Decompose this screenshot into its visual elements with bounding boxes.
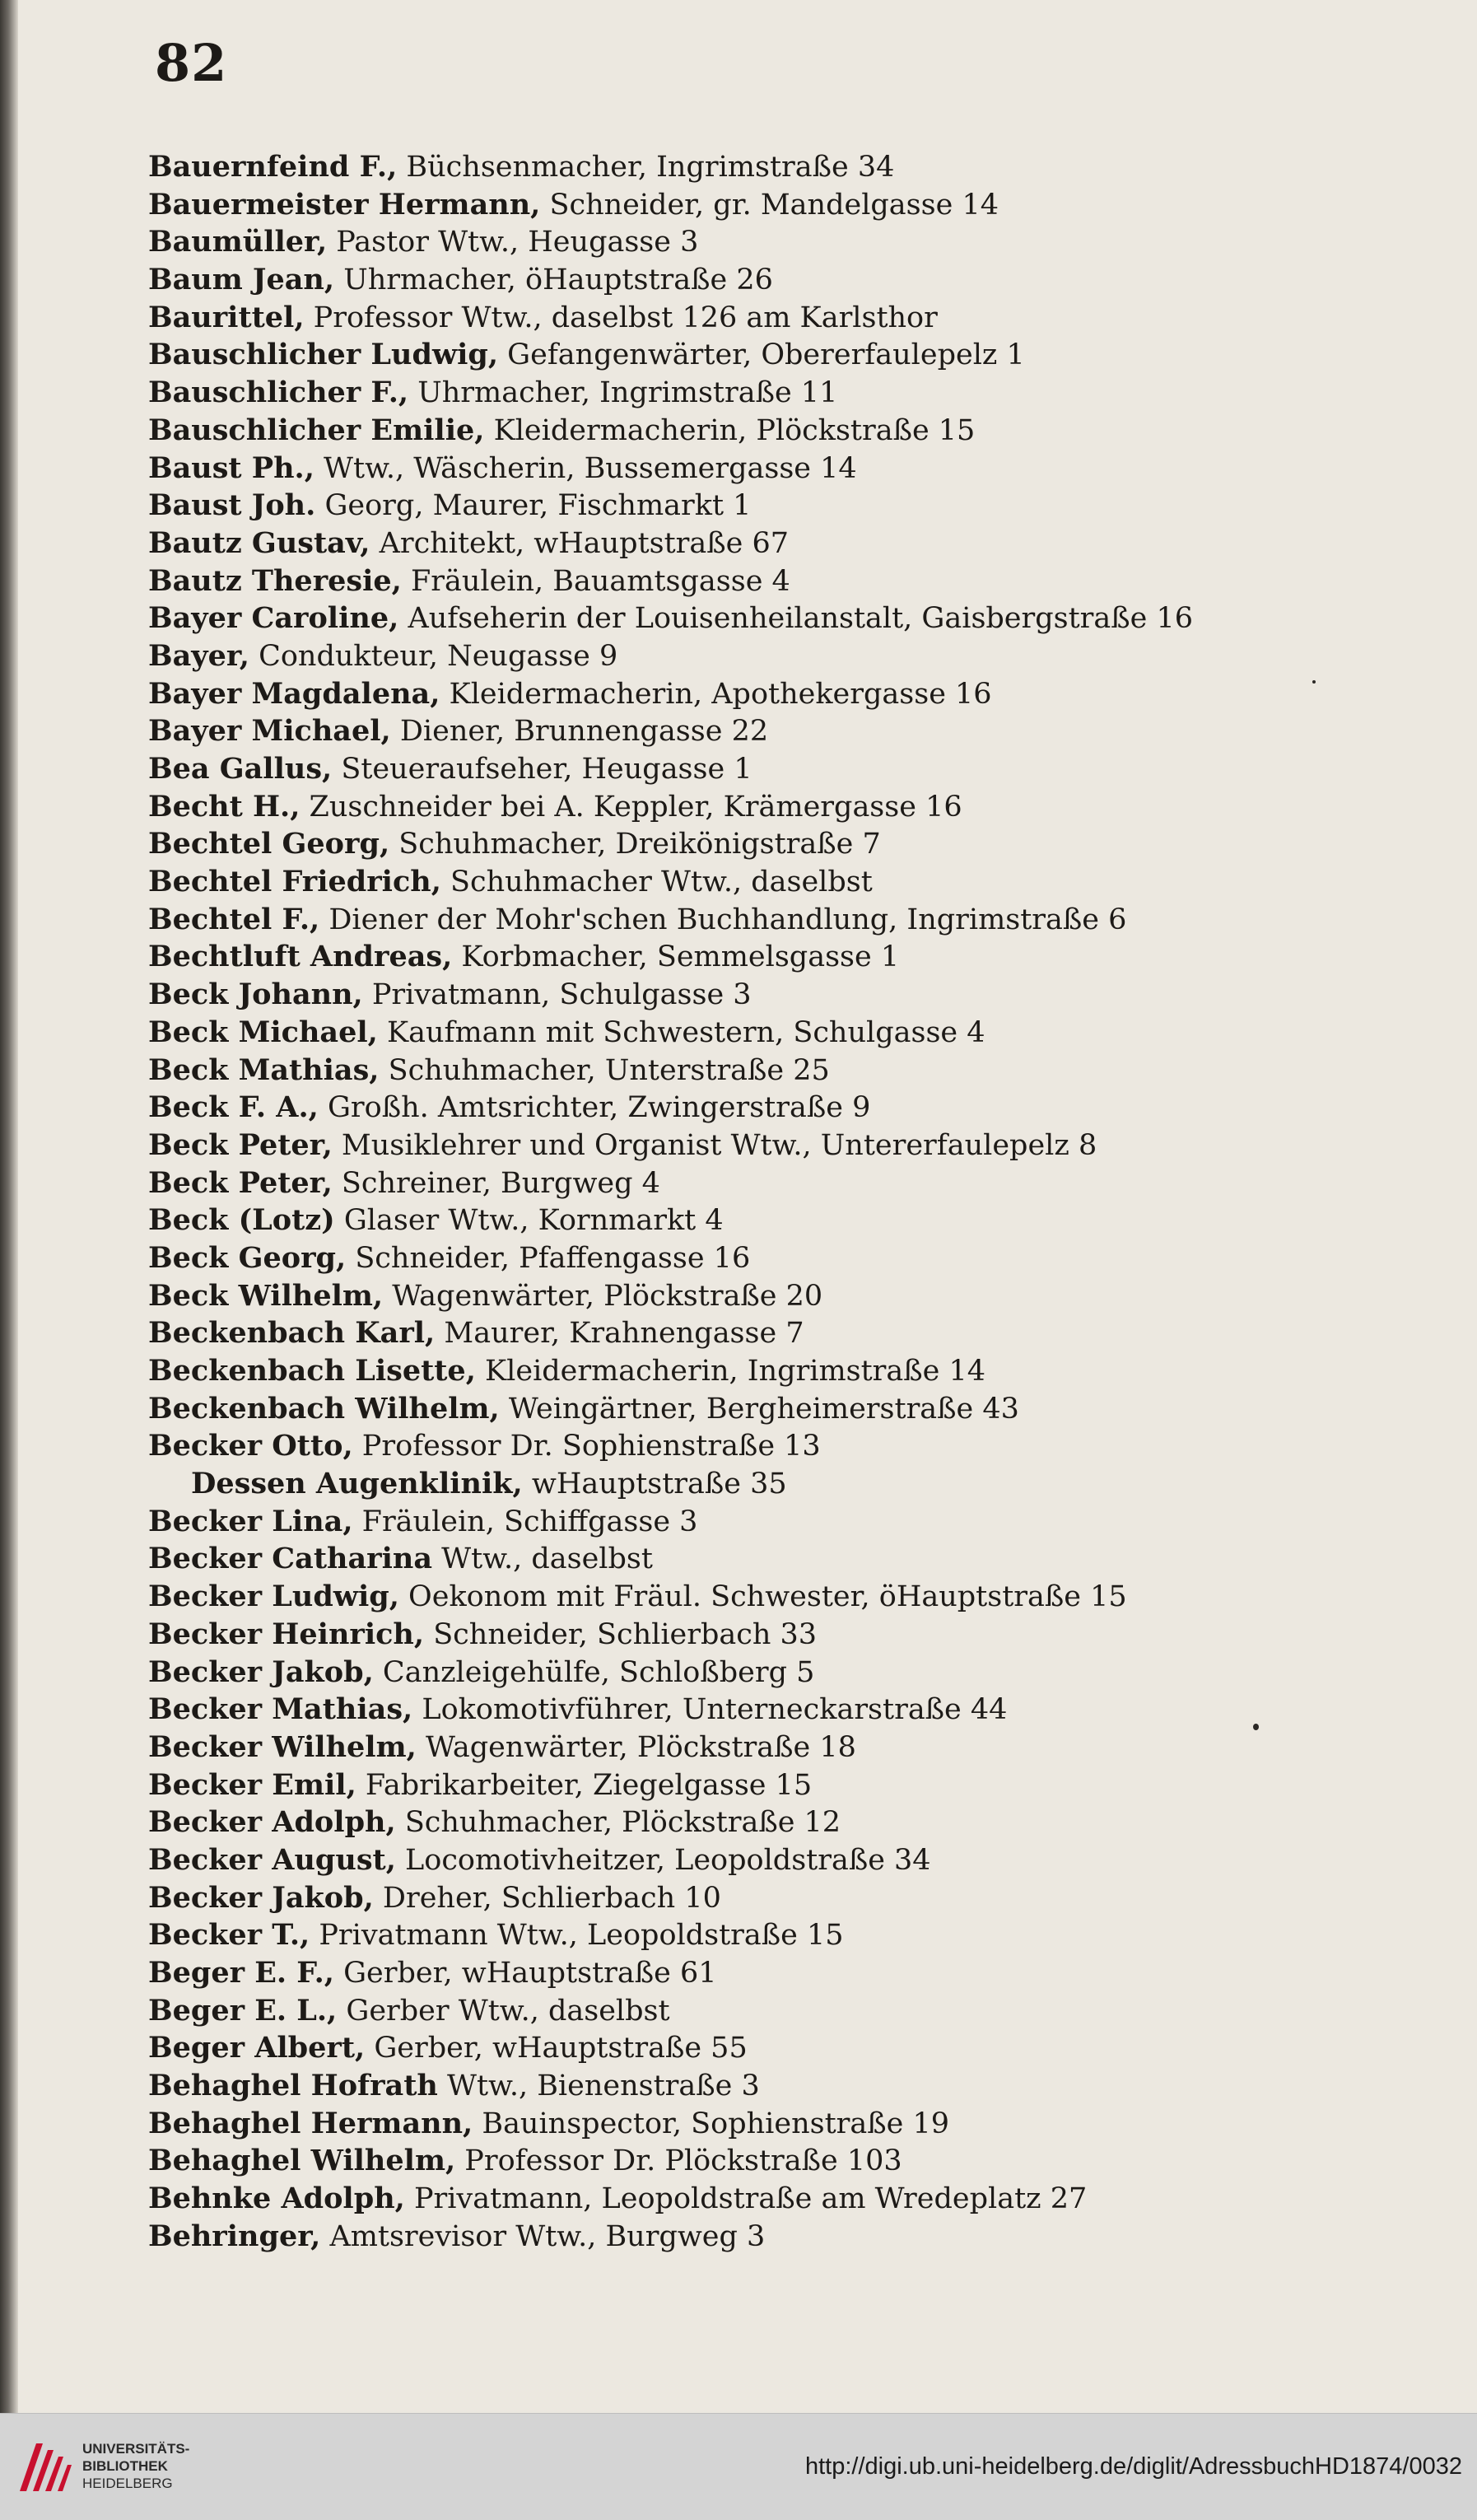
directory-entry bbox=[148, 1992, 1433, 2030]
scan-speck bbox=[1253, 1724, 1259, 1730]
entry-details: Uhrmacher, öHauptstraße 26 bbox=[334, 264, 773, 297]
entry-details: Bauinspector, Sophienstraße 19 bbox=[473, 2107, 949, 2140]
directory-entry bbox=[148, 1691, 1433, 1729]
directory-entry bbox=[148, 2105, 1433, 2143]
entry-name: Baumüller, bbox=[148, 225, 328, 259]
entry-details: Wtw., Wäscherin, Bussemergasse 14 bbox=[314, 451, 857, 485]
entry-details: Schneider, Schlierbach 33 bbox=[424, 1617, 818, 1651]
directory-entry bbox=[148, 1352, 1433, 1390]
entry-name: Baust Ph., bbox=[148, 450, 315, 485]
entry-name: Becker Heinrich, bbox=[148, 1617, 425, 1651]
entry-name: Becker Emil, bbox=[148, 1767, 356, 1802]
entry-name: Bechtel Friedrich, bbox=[148, 865, 441, 899]
directory-entry bbox=[148, 2218, 1433, 2256]
entry-name: Beger E. L., bbox=[148, 1993, 338, 2028]
page-number: 82 bbox=[155, 33, 228, 93]
entry-details: Georg, Maurer, Fischmarkt 1 bbox=[315, 489, 752, 523]
scan-speck bbox=[1312, 680, 1316, 684]
entry-details: Gerber, wHauptstraße 55 bbox=[365, 2032, 748, 2065]
entry-name: Becker Catharina bbox=[148, 1542, 432, 1576]
entry-details: Lokomotivführer, Unterneckarstraße 44 bbox=[412, 1693, 1008, 1727]
entry-name: Behaghel Hermann, bbox=[148, 2106, 473, 2140]
entry-details: Privatmann, Leopoldstraße am Wredeplatz 27 bbox=[404, 2182, 1088, 2216]
entry-name: Beck Georg, bbox=[148, 1240, 347, 1275]
entry-details: Steueraufseher, Heugasse 1 bbox=[332, 753, 752, 786]
entry-name: Bauschlicher Ludwig, bbox=[148, 338, 499, 372]
entry-details: Dreher, Schlierbach 10 bbox=[373, 1881, 721, 1915]
directory-entry bbox=[148, 1841, 1433, 1879]
entry-name: Beckenbach Lisette, bbox=[148, 1354, 476, 1388]
directory-entry bbox=[148, 412, 1433, 450]
entry-details: Amtsrevisor Wtw., Burgweg 3 bbox=[320, 2219, 766, 2253]
entry-details: Diener, Brunnengasse 22 bbox=[390, 715, 769, 749]
directory-entry bbox=[148, 299, 1433, 337]
entry-details: Fabrikarbeiter, Ziegelgasse 15 bbox=[356, 1768, 813, 1802]
directory-entry bbox=[148, 2142, 1433, 2180]
entry-name: Behaghel Wilhelm, bbox=[148, 2144, 456, 2178]
entry-name: Beckenbach Wilhelm, bbox=[148, 1391, 500, 1426]
entry-name: Baurittel, bbox=[148, 300, 305, 334]
entry-details: wHauptstraße 35 bbox=[522, 1468, 787, 1501]
entry-name: Becker Adolph, bbox=[148, 1805, 396, 1840]
entry-name: Becker T., bbox=[148, 1918, 310, 1953]
entry-details: Fräulein, Bauamtsgasse 4 bbox=[401, 564, 790, 598]
directory-entry bbox=[148, 261, 1433, 299]
directory-entry bbox=[148, 712, 1433, 750]
directory-entry bbox=[148, 1052, 1433, 1090]
entry-details: Kleidermacherin, Ingrimstraße 14 bbox=[475, 1355, 986, 1388]
library-name bbox=[82, 2440, 189, 2492]
entry-details: Condukteur, Neugasse 9 bbox=[249, 639, 618, 673]
entry-details: Canzleigehülfe, Schloßberg 5 bbox=[373, 1655, 815, 1689]
entry-name: Bea Gallus, bbox=[148, 752, 333, 786]
entry-name: Becker Lina, bbox=[148, 1504, 353, 1538]
entry-name: Becker Otto, bbox=[148, 1429, 353, 1463]
directory-entry bbox=[148, 525, 1433, 562]
directory-entry bbox=[148, 1503, 1433, 1541]
entry-details: Korbmacher, Semmelsgasse 1 bbox=[452, 940, 900, 974]
entry-details: Gerber Wtw., daselbst bbox=[337, 1994, 670, 2028]
entry-details: Schuhmacher Wtw., daselbst bbox=[440, 866, 873, 899]
directory-entry bbox=[148, 223, 1433, 261]
directory-entry bbox=[148, 1954, 1433, 1992]
directory-entry bbox=[148, 788, 1433, 826]
directory-entry bbox=[148, 1654, 1433, 1692]
entry-details: Musiklehrer und Organist Wtw., Untererfaulepelz 8 bbox=[332, 1128, 1097, 1162]
entry-details: Weingärtner, Bergheimerstraße 43 bbox=[499, 1392, 1019, 1426]
directory-entry bbox=[148, 1616, 1433, 1654]
entry-name: Beck Johann, bbox=[148, 978, 363, 1012]
entry-details: Maurer, Krahnengasse 7 bbox=[435, 1317, 804, 1351]
entry-details: Professor Dr. Plöckstraße 103 bbox=[455, 2144, 902, 2178]
entry-name: Becker Ludwig, bbox=[148, 1580, 399, 1614]
directory-entry bbox=[148, 1314, 1433, 1352]
directory-entry bbox=[148, 148, 1433, 186]
entry-name: Baum Jean, bbox=[148, 263, 335, 297]
directory-entry bbox=[148, 1277, 1433, 1315]
entry-name: Bautz Theresie, bbox=[148, 563, 402, 598]
library-name-line: BIBLIOTHEK bbox=[82, 2458, 168, 2474]
entry-name: Becht H., bbox=[148, 789, 301, 824]
directory-entry bbox=[148, 675, 1433, 713]
entry-details: Glaser Wtw., Kornmarkt 4 bbox=[334, 1204, 724, 1238]
entry-details: Büchsenmacher, Ingrimstraße 34 bbox=[397, 151, 895, 184]
directory-entry bbox=[148, 1127, 1433, 1164]
entry-details: Schneider, gr. Mandelgasse 14 bbox=[540, 188, 999, 222]
directory-entry bbox=[148, 1164, 1433, 1202]
directory-entry bbox=[148, 863, 1433, 901]
entry-details: Professor Wtw., daselbst 126 am Karlsthor bbox=[304, 301, 938, 334]
entry-name: Beck Peter, bbox=[148, 1127, 333, 1162]
directory-entry bbox=[148, 1427, 1433, 1465]
entry-details: Schneider, Pfaffengasse 16 bbox=[346, 1241, 751, 1275]
directory-entry bbox=[148, 600, 1433, 637]
entry-details: Diener der Mohr'schen Buchhandlung, Ingrimstraße 6 bbox=[319, 903, 1127, 936]
directory-entry bbox=[148, 1014, 1433, 1052]
entry-name: Bayer Michael, bbox=[148, 714, 391, 749]
directory-entry bbox=[148, 1804, 1433, 1841]
directory-entry bbox=[148, 2029, 1433, 2067]
entry-name: Becker Jakob, bbox=[148, 1654, 374, 1689]
directory-entry bbox=[148, 1729, 1433, 1766]
directory-entry bbox=[148, 750, 1433, 788]
directory-entry bbox=[148, 1540, 1433, 1578]
entry-details: Gerber, wHauptstraße 61 bbox=[333, 1957, 717, 1990]
entry-name: Becker August, bbox=[148, 1842, 396, 1877]
directory-entry bbox=[148, 487, 1433, 525]
directory-entry bbox=[148, 825, 1433, 863]
entry-details: Schuhmacher, Unterstraße 25 bbox=[379, 1053, 830, 1087]
directory-entry bbox=[148, 1089, 1433, 1127]
directory-entry bbox=[148, 1766, 1433, 1804]
entry-details: Kleidermacherin, Plöckstraße 15 bbox=[484, 413, 976, 447]
entry-details: Fräulein, Schiffgasse 3 bbox=[352, 1505, 698, 1538]
entry-details: Uhrmacher, Ingrimstraße 11 bbox=[408, 376, 838, 410]
entry-details: Großh. Amtsrichter, Zwingerstraße 9 bbox=[318, 1091, 871, 1125]
library-name-line: UNIVERSITÄTS- bbox=[82, 2441, 190, 2457]
entry-name: Beger Albert, bbox=[148, 2031, 366, 2065]
entry-details: Pastor Wtw., Heugasse 3 bbox=[327, 226, 699, 259]
entry-details: Wtw., Bienenstraße 3 bbox=[437, 2070, 760, 2103]
entry-name: Beck Mathias, bbox=[148, 1052, 380, 1087]
entry-details: Wagenwärter, Plöckstraße 20 bbox=[383, 1279, 823, 1313]
entry-name: Beckenbach Karl, bbox=[148, 1316, 436, 1351]
entry-name: Beck F. A., bbox=[148, 1090, 319, 1125]
entry-details: Privatmann, Schulgasse 3 bbox=[362, 978, 752, 1012]
entry-name: Bauschlicher F., bbox=[148, 376, 409, 410]
entry-name: Bauermeister Hermann, bbox=[148, 187, 541, 222]
university-library-logo-icon bbox=[15, 2437, 74, 2496]
entry-details: Aufseherin der Louisenheilanstalt, Gaisbergstraße 16 bbox=[398, 602, 1194, 636]
directory-entry bbox=[148, 1239, 1433, 1277]
entry-name: Bayer Magdalena, bbox=[148, 676, 440, 711]
entry-details: Schreiner, Burgweg 4 bbox=[332, 1166, 660, 1200]
directory-entry bbox=[148, 938, 1433, 976]
entry-details: Wagenwärter, Plöckstraße 18 bbox=[416, 1730, 856, 1764]
entry-details: Privatmann Wtw., Leopoldstraße 15 bbox=[310, 1919, 844, 1953]
entry-name: Beck Peter, bbox=[148, 1165, 333, 1200]
entry-details: Locomotivheitzer, Leopoldstraße 34 bbox=[395, 1843, 931, 1877]
directory-entry bbox=[148, 336, 1433, 374]
directory-entry bbox=[148, 1916, 1433, 1954]
directory-entry bbox=[148, 562, 1433, 600]
entry-name: Bayer Caroline, bbox=[148, 601, 399, 636]
directory-entry bbox=[148, 2067, 1433, 2105]
entry-details: Kleidermacherin, Apothekergasse 16 bbox=[440, 677, 992, 711]
entry-name: Becker Jakob, bbox=[148, 1880, 374, 1915]
entry-details: Wtw., daselbst bbox=[432, 1542, 653, 1576]
entry-name: Bechtluft Andreas, bbox=[148, 940, 453, 974]
scan-binding-edge bbox=[0, 0, 18, 2413]
footer-bar bbox=[0, 2413, 1477, 2520]
entry-name: Becker Wilhelm, bbox=[148, 1729, 417, 1764]
directory-entry bbox=[148, 1202, 1433, 1239]
entry-details: Kaufmann mit Schwestern, Schulgasse 4 bbox=[377, 1015, 985, 1049]
entry-details: Oekonom mit Fräul. Schwester, öHauptstraße 15 bbox=[398, 1580, 1127, 1614]
directory-entries bbox=[148, 148, 1433, 2256]
entry-name: Behringer, bbox=[148, 2219, 321, 2253]
entry-name: Beck (Lotz) bbox=[148, 1203, 335, 1238]
entry-name: Bautz Gustav, bbox=[148, 525, 370, 560]
directory-entry bbox=[148, 2180, 1433, 2218]
entry-name: Behaghel Hofrath bbox=[148, 2069, 438, 2103]
entry-name: Behnke Adolph, bbox=[148, 2182, 405, 2216]
directory-entry bbox=[148, 1879, 1433, 1917]
entry-name: Baust Joh. bbox=[148, 488, 316, 523]
directory-entry bbox=[148, 901, 1433, 939]
entry-details: Architekt, wHauptstraße 67 bbox=[370, 526, 790, 560]
entry-name: Bechtel F., bbox=[148, 902, 320, 936]
entry-details: Schuhmacher, Plöckstraße 12 bbox=[395, 1806, 841, 1840]
entry-details: Schuhmacher, Dreikönigstraße 7 bbox=[389, 828, 881, 861]
directory-entry bbox=[148, 374, 1433, 412]
entry-name: Bauschlicher Emilie, bbox=[148, 413, 485, 447]
entry-name: Dessen Augenklinik, bbox=[191, 1467, 523, 1501]
directory-entry bbox=[148, 450, 1433, 488]
directory-entry bbox=[148, 1465, 1433, 1503]
entry-name: Bayer, bbox=[148, 638, 249, 673]
entry-details: Gefangenwärter, Obererfaulepelz 1 bbox=[498, 338, 1025, 372]
entry-name: Becker Mathias, bbox=[148, 1692, 413, 1727]
entry-name: Beck Michael, bbox=[148, 1015, 378, 1049]
entry-name: Bechtel Georg, bbox=[148, 827, 390, 861]
library-name-line: HEIDELBERG bbox=[82, 2476, 173, 2491]
entry-details: Professor Dr. Sophienstraße 13 bbox=[352, 1430, 821, 1463]
directory-entry bbox=[148, 1390, 1433, 1428]
directory-entry bbox=[148, 976, 1433, 1014]
entry-name: Beger E. F., bbox=[148, 1956, 334, 1990]
entry-name: Beck Wilhelm, bbox=[148, 1278, 384, 1313]
entry-details: Zuschneider bei A. Keppler, Krämergasse 16 bbox=[300, 790, 962, 824]
directory-entry bbox=[148, 186, 1433, 224]
entry-name: Bauernfeind F., bbox=[148, 150, 398, 184]
source-url[interactable]: http://digi.ub.uni-heidelberg.de/diglit/AdressbuchHD1874/0032 bbox=[804, 2453, 1462, 2480]
directory-entry bbox=[148, 637, 1433, 675]
directory-entry bbox=[148, 1578, 1433, 1616]
